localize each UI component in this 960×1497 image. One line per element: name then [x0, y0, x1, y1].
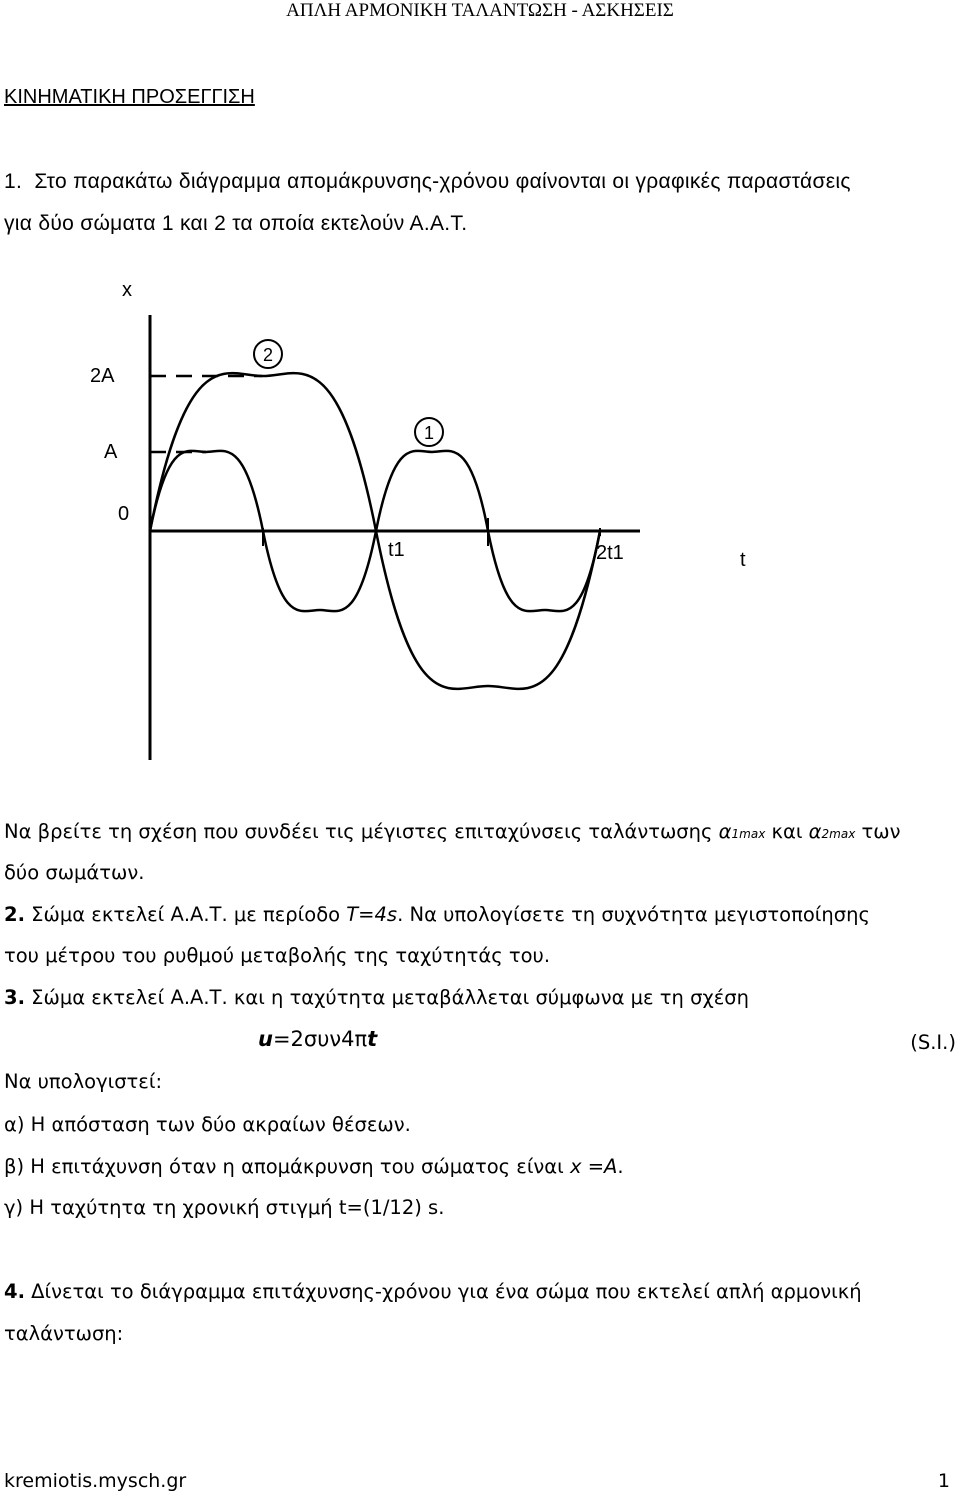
- q1-number: 1.: [4, 170, 23, 193]
- footer-page-number: 1: [937, 1470, 950, 1492]
- y-tick-a: A: [104, 441, 118, 463]
- curve-2-label: 2: [262, 345, 274, 365]
- q3-calc-label: Να υπολογιστεί:: [4, 1070, 163, 1093]
- q3-line-1: 3. Σώμα εκτελεί Α.Α.Τ. και η ταχύτητα μεταβάλλεται σύμφωνα με τη σχέση: [4, 986, 749, 1009]
- q1-line-2: για δύο σώματα 1 και 2 τα οποία εκτελούν Α.Α.Τ.: [4, 212, 468, 235]
- q3-equation: u=2συν4πt: [258, 1027, 378, 1051]
- curve-1-label: 1: [423, 423, 435, 443]
- q3-part-b: β) Η επιτάχυνση όταν η απομάκρυνση του σώματος είναι x =A.: [4, 1155, 624, 1178]
- section-title: ΚΙΝΗΜΑΤΙΚΗ ΠΡΟΣΕΓΓΙΣΗ: [4, 86, 255, 108]
- accel-sub-2: 2max: [821, 827, 856, 841]
- q2-line-2: του μέτρου του ρυθμού μεταβολής της ταχύτητάς του.: [4, 944, 551, 967]
- x-tick-t1: t1: [388, 539, 405, 561]
- q2-line-1: 2. Σώμα εκτελεί Α.Α.Τ. με περίοδο Τ=4s. Να υπολογίσετε τη συχνότητα μεγιστοποίησης: [4, 903, 870, 926]
- accel-symbol-2: α: [808, 820, 822, 843]
- q3-condition: x =A: [569, 1155, 618, 1178]
- x-axis-label: t: [740, 549, 746, 571]
- q4-number: 4.: [4, 1280, 25, 1303]
- q1-line-1: [4, 170, 851, 194]
- q4-line-1: 4. Δίνεται το διάγραμμα επιτάχυνσης-χρόνου για ένα σώμα που εκτελεί απλή αρμονική: [4, 1280, 862, 1303]
- y-tick-2a: 2A: [90, 365, 115, 387]
- eq-time-symbol: t: [367, 1027, 378, 1051]
- q1-text-1: Στο παρακάτω διάγραμμα απομάκρυνσης-χρόνου φαίνονται οι γραφικές παραστάσεις: [34, 170, 851, 193]
- y-tick-0: 0: [118, 503, 130, 525]
- q3-number: 3.: [4, 986, 25, 1009]
- q4-line-2: ταλάντωση:: [4, 1322, 124, 1345]
- accel-symbol-1: α: [718, 820, 732, 843]
- q2-period: Τ=4s: [346, 903, 398, 926]
- x-tick-2t1: 2t1: [596, 542, 624, 564]
- q1-ask: Να βρείτε τη σχέση που συνδέει τις μέγιστες επιταχύνσεις ταλάντωσης α1max και α2max των: [4, 820, 901, 843]
- displacement-time-diagram: [0, 260, 960, 780]
- q2-number: 2.: [4, 903, 25, 926]
- q3-part-a: α) Η απόσταση των δύο ακραίων θέσεων.: [4, 1113, 411, 1136]
- accel-sub-1: 1max: [731, 827, 766, 841]
- q1-ask-end: δύο σωμάτων.: [4, 861, 145, 884]
- q3-part-c: γ) Η ταχύτητα τη χρονική στιγμή t=(1/12) s.: [4, 1196, 445, 1219]
- footer-site: kremiotis.mysch.gr: [4, 1470, 187, 1492]
- q3-units: (S.I.): [910, 1031, 956, 1054]
- page-header: ΑΠΛΗ ΑΡΜΟΝΙΚΗ ΤΑΛΑΝΤΩΣΗ - ΑΣΚΗΣΕΙΣ: [286, 0, 674, 21]
- y-axis-label: x: [122, 279, 132, 301]
- eq-velocity-symbol: u: [258, 1027, 273, 1051]
